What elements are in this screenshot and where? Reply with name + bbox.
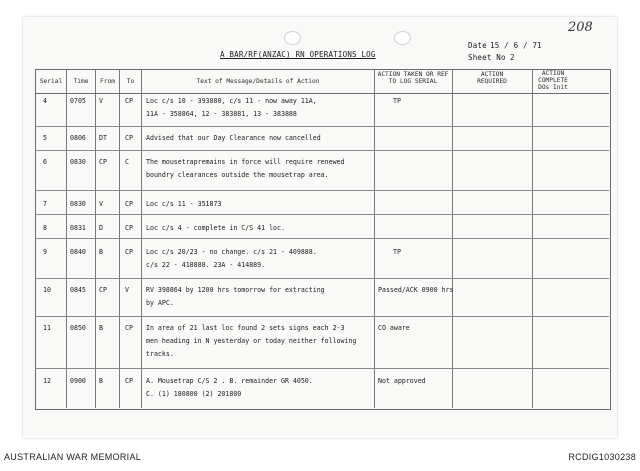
col-header-action-complete: ACTION COMPLETE DOs Init [538,70,568,91]
row-text-line: RV 398864 by 1200 hrs tomorrow for extracting [146,286,325,294]
folio-number: 208 [568,20,593,35]
col-header-time: Time [73,78,89,85]
row-time: 0845 [70,286,86,294]
footer-right: RCDIG1030238 [568,452,636,462]
punch-hole-left [284,31,301,45]
col-header-to: To [126,78,135,85]
row-divider [35,214,609,215]
row-serial: 6 [43,158,47,166]
row-time: 0831 [70,224,86,232]
row-action-taken: TP [393,97,401,105]
footer-left: AUSTRALIAN WAR MEMORIAL [4,452,142,462]
row-time: 0840 [70,248,86,256]
log-title: A BAR/RF(ANZAC) RN OPERATIONS LOG [220,50,376,59]
row-time: 0806 [70,134,86,142]
row-to: CP [125,248,133,256]
row-from: B [99,248,103,256]
row-text-line: A. Mousetrap C/S 2 . B. remainder GR 4050. [146,377,313,385]
row-text-line: C. (1) 180800 (2) 201800 [146,390,242,398]
row-action-taken: TP [393,248,401,256]
row-text-line: men heading in N yesterday or today neither following [146,337,357,345]
row-text-line: c/s 22 - 418888. 23A - 414889. [146,261,266,269]
row-time: 0850 [70,324,86,332]
row-serial: 4 [43,97,47,105]
row-action-taken: CO aware [378,324,410,332]
row-from: CP [99,158,107,166]
row-text-line: Advised that our Day Clearance now cancelled [146,134,321,142]
row-from: V [99,200,103,208]
row-time: 0705 [70,97,86,105]
row-to: CP [125,224,133,232]
row-text-line: Loc c/s 10 - 393880, c/s 11 - now away 11A, [146,97,317,105]
col-header-text: Text of Message/Details of Action [196,78,320,85]
row-text-line: Loc c/s 20/23 - no change. c/s 21 - 409888. [146,248,317,256]
header-divider [35,93,609,94]
row-serial: 9 [43,248,47,256]
row-to: CP [125,134,133,142]
row-text-line: by APC. [146,299,174,307]
row-text-line: 11A - 358864, 12 - 383881, 13 - 383888 [146,110,297,118]
col-header-action-required: ACTION REQUIRED [477,71,507,85]
col-header-serial: Serial [39,78,63,85]
row-to: CP [125,97,133,105]
row-serial: 11 [43,324,51,332]
row-from: B [99,324,103,332]
row-to: V [125,286,129,294]
sheet-value: 2 [510,53,515,62]
row-to: C [125,158,129,166]
row-from: CP [99,286,107,294]
row-divider [35,278,609,279]
row-to: CP [125,324,133,332]
row-action-taken: Not approved [378,377,426,385]
row-time: 0830 [70,200,86,208]
sheet-label: Sheet No [468,53,506,62]
row-text-line: boundry clearances outside the mousetrap area. [146,171,329,179]
col-header-action-taken: ACTION TAKEN OR REF TO LOG SERIAL [377,71,449,85]
row-divider [35,190,609,191]
row-serial: 5 [43,134,47,142]
row-text-line: Loc c/s 11 - 351873 [146,200,222,208]
date-label: Date [468,41,487,50]
row-from: DT [99,134,107,142]
row-text-line: The mousetrapremains in force will require renewed [146,158,345,166]
row-divider [35,316,609,317]
row-divider [35,368,609,369]
row-serial: 12 [43,377,51,385]
log-table [35,69,611,410]
row-divider [35,126,609,127]
row-divider [35,150,609,151]
row-from: V [99,97,103,105]
col-header-from: From [100,78,115,85]
row-serial: 7 [43,200,47,208]
date-value: 15 / 6 / 71 [490,41,542,50]
row-to: CP [125,200,133,208]
row-from: D [99,224,103,232]
row-serial: 8 [43,224,47,232]
punch-hole-right [394,31,411,45]
row-action-taken: Passed/ACK 0900 hrs [378,286,454,294]
row-from: B [99,377,103,385]
row-text-line: tracks. [146,350,174,358]
row-text-line: Loc c/s 4 - complete in C/S 41 loc. [146,224,285,232]
row-time: 0830 [70,158,86,166]
row-divider [35,238,609,239]
row-text-line: In area of 21 last loc found 2 sets signs each 2-3 [146,324,345,332]
row-serial: 10 [43,286,51,294]
row-to: CP [125,377,133,385]
row-time: 0900 [70,377,86,385]
